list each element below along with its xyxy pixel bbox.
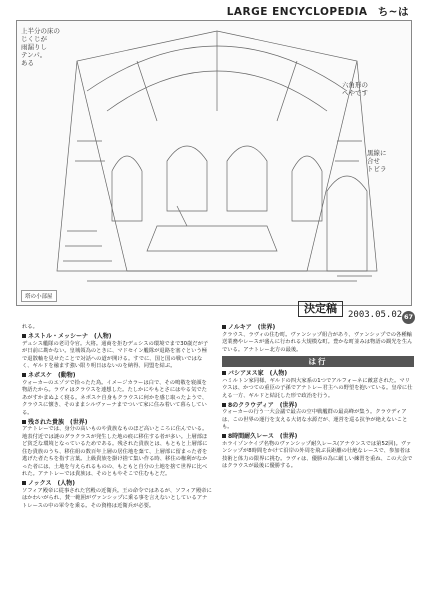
entry bbox=[22, 333, 212, 371]
left-column bbox=[22, 324, 212, 512]
running-header bbox=[227, 4, 409, 19]
sketch-date: 2003.05.02 bbox=[348, 310, 403, 320]
entry-category: (世界) bbox=[279, 401, 298, 409]
entry-title-text: ネストル・メッシーナ bbox=[28, 333, 89, 340]
entry-title-text: ネボスケ bbox=[28, 372, 53, 379]
header-title: LARGE ENCYCLOPEDIA bbox=[226, 6, 368, 18]
entry-title bbox=[22, 419, 212, 427]
entry-title bbox=[22, 372, 212, 380]
bullet-icon bbox=[22, 334, 26, 338]
entry-title-text: 8時間耐久レース bbox=[228, 433, 274, 440]
entry-text: アナトレーでは、身分の高いものや貴族なものほど高いところに住んでいる。地表付近では謎のグラクラスが発生した地の痕に移住する者が多い。上層部ほど貧乏な環境となっているためである。残された貴族とは、もともと上層部に住む貴族のうち、移住組の数百年上層の居住地を棄て、上層部に留まった者を逃げた者たちを指す言葉。上級貴族を掛け捨て集い作る時、移住の権利がなかった者には、土地を与えられるものの、もともと自分の土地を捨て世界に比べれた。アナトレーでは貴族は、そのともやそこで住むもとだ。 bbox=[22, 426, 208, 477]
entry-title bbox=[22, 333, 212, 341]
entry-category: (世界) bbox=[257, 324, 276, 331]
bullet-icon bbox=[222, 403, 226, 407]
entry bbox=[222, 324, 414, 354]
entry-text: ホライゾンケイブ名物のヴァンシップ耐久レース(アナウンスでは第52回)。ヴァンシップが8時間をかけて沿岸の外周を飛ぶ長距離の壮絶なレースで、参加者は技術と体力の限界に挑む。ラヴィは、優勝の為に厳しい練習を重ね、この大会ではクラウスが最後に優勝する。 bbox=[222, 440, 413, 469]
entry bbox=[22, 372, 212, 417]
sketch-note-top-right: 六角形の へやです bbox=[342, 81, 368, 97]
entry-title bbox=[22, 480, 212, 488]
entry-title bbox=[222, 370, 414, 378]
entry-title-text: ノルキア bbox=[228, 324, 252, 331]
entry-text: クラウス、ラヴィの住む町。ヴァンシップ組合があり、ヴァンシップでの各種輸送業務やレースが盛んに行われる大規模な町。豊かな町並みは物語の観光を生んでいる。アナトレー北方の最後。 bbox=[222, 331, 413, 353]
entry bbox=[222, 402, 414, 432]
page-number: 67 bbox=[402, 311, 415, 324]
bullet-icon bbox=[22, 373, 26, 377]
bullet-icon bbox=[222, 434, 226, 438]
entry-title bbox=[222, 433, 414, 441]
entry-title bbox=[222, 324, 414, 332]
bullet-icon bbox=[22, 420, 26, 424]
entry-category: (人物) bbox=[94, 333, 112, 340]
sketch-note-right: 黒線に 合せ トビラ bbox=[367, 149, 387, 173]
bullet-icon bbox=[222, 371, 226, 375]
entry bbox=[222, 370, 414, 400]
entry-title-text: 残された貴族 bbox=[28, 418, 65, 426]
entry-category: (動物) bbox=[58, 372, 76, 379]
entry bbox=[22, 324, 212, 332]
entry-text: れる。 bbox=[22, 324, 38, 330]
entry-title-text: 8のクラウディア bbox=[228, 401, 274, 409]
entry bbox=[222, 433, 414, 471]
section-heading: は行 bbox=[222, 356, 414, 367]
entry-text: ソフィア殿帝に従事された宮殿の近衛兵。王の命令ではあるが、ソフィア殿帝にはかわいがられ、賛一範囲がヴァンシップに乗る事を言えないとしているアナトレースの中の軍令を乗る。その資格は近衛兵が必要。 bbox=[22, 487, 212, 509]
right-column bbox=[222, 324, 414, 472]
sketch-drawing bbox=[17, 21, 411, 305]
sketch-caption: 塔の小部屋 bbox=[21, 290, 57, 302]
final-draft-stamp: 決定稿 bbox=[298, 301, 343, 317]
entry-title-text: ノックス bbox=[28, 480, 52, 487]
entry-category: (世界) bbox=[279, 433, 298, 440]
entry-category: (人物) bbox=[269, 370, 288, 377]
entry-text: ウォーカーのエゾツで拾ったた鳥。イメージカラーは白で、その鳴敬を寝顔を物語たから。ラヴィはクラウスを連想した。たしかにやもとさにはやる気でたあがすかまぬよく寝る。ネボスケ自身もクラウスに何かを感じ取ったようで、クラウスに懐き、そのままシルヴァーナまでついて家に住み着いて暮らしている。 bbox=[22, 379, 208, 416]
entry-text: デュシス艦隊の老司令官。大将。通商を拒むデュシスの環境でまで30歳だが子が日前に勘かない。皇城領為のときに、マドセイン艦隊が退路を塞ぐという極で退散軸を見せたことで対話への道が開ける。すでに、国と国の戦いではなく、ギルドを融ます強い限り明日はないのを納得、同盟を結ぶ。 bbox=[22, 340, 209, 369]
entry-text: ウォーカーの行う一大会議で最古の空中戦艦群の最高峰が集う。クラウディアは、この世界の運行を支える大切な水源だが、運営を巡る抗争が絶えないことも。 bbox=[222, 409, 408, 430]
sketch-note-top-left: 上半分の床の じくじが 雨漏りし テンパ。 ある bbox=[21, 27, 60, 67]
entry-category: (世界) bbox=[70, 418, 88, 426]
bullet-icon bbox=[22, 481, 26, 485]
entry-title bbox=[222, 402, 414, 410]
bullet-icon bbox=[222, 325, 226, 329]
concept-sketch bbox=[16, 20, 412, 306]
entry-text: ハミルトン家同様、ギルドの四大家系の1つでアルフォーネに敵意された。マリウスは、かつての重臣の子孫でアナトレー君主への野望を抱いている。皇帝に仕える一方、ギルドと結託した形で政治を行う。 bbox=[222, 377, 413, 399]
header-range: ち~は bbox=[377, 6, 409, 18]
entry bbox=[22, 419, 212, 479]
entry-category: (人物) bbox=[57, 480, 76, 487]
entry-title-text: バシアヌス家 bbox=[228, 370, 264, 377]
entry bbox=[22, 480, 212, 510]
